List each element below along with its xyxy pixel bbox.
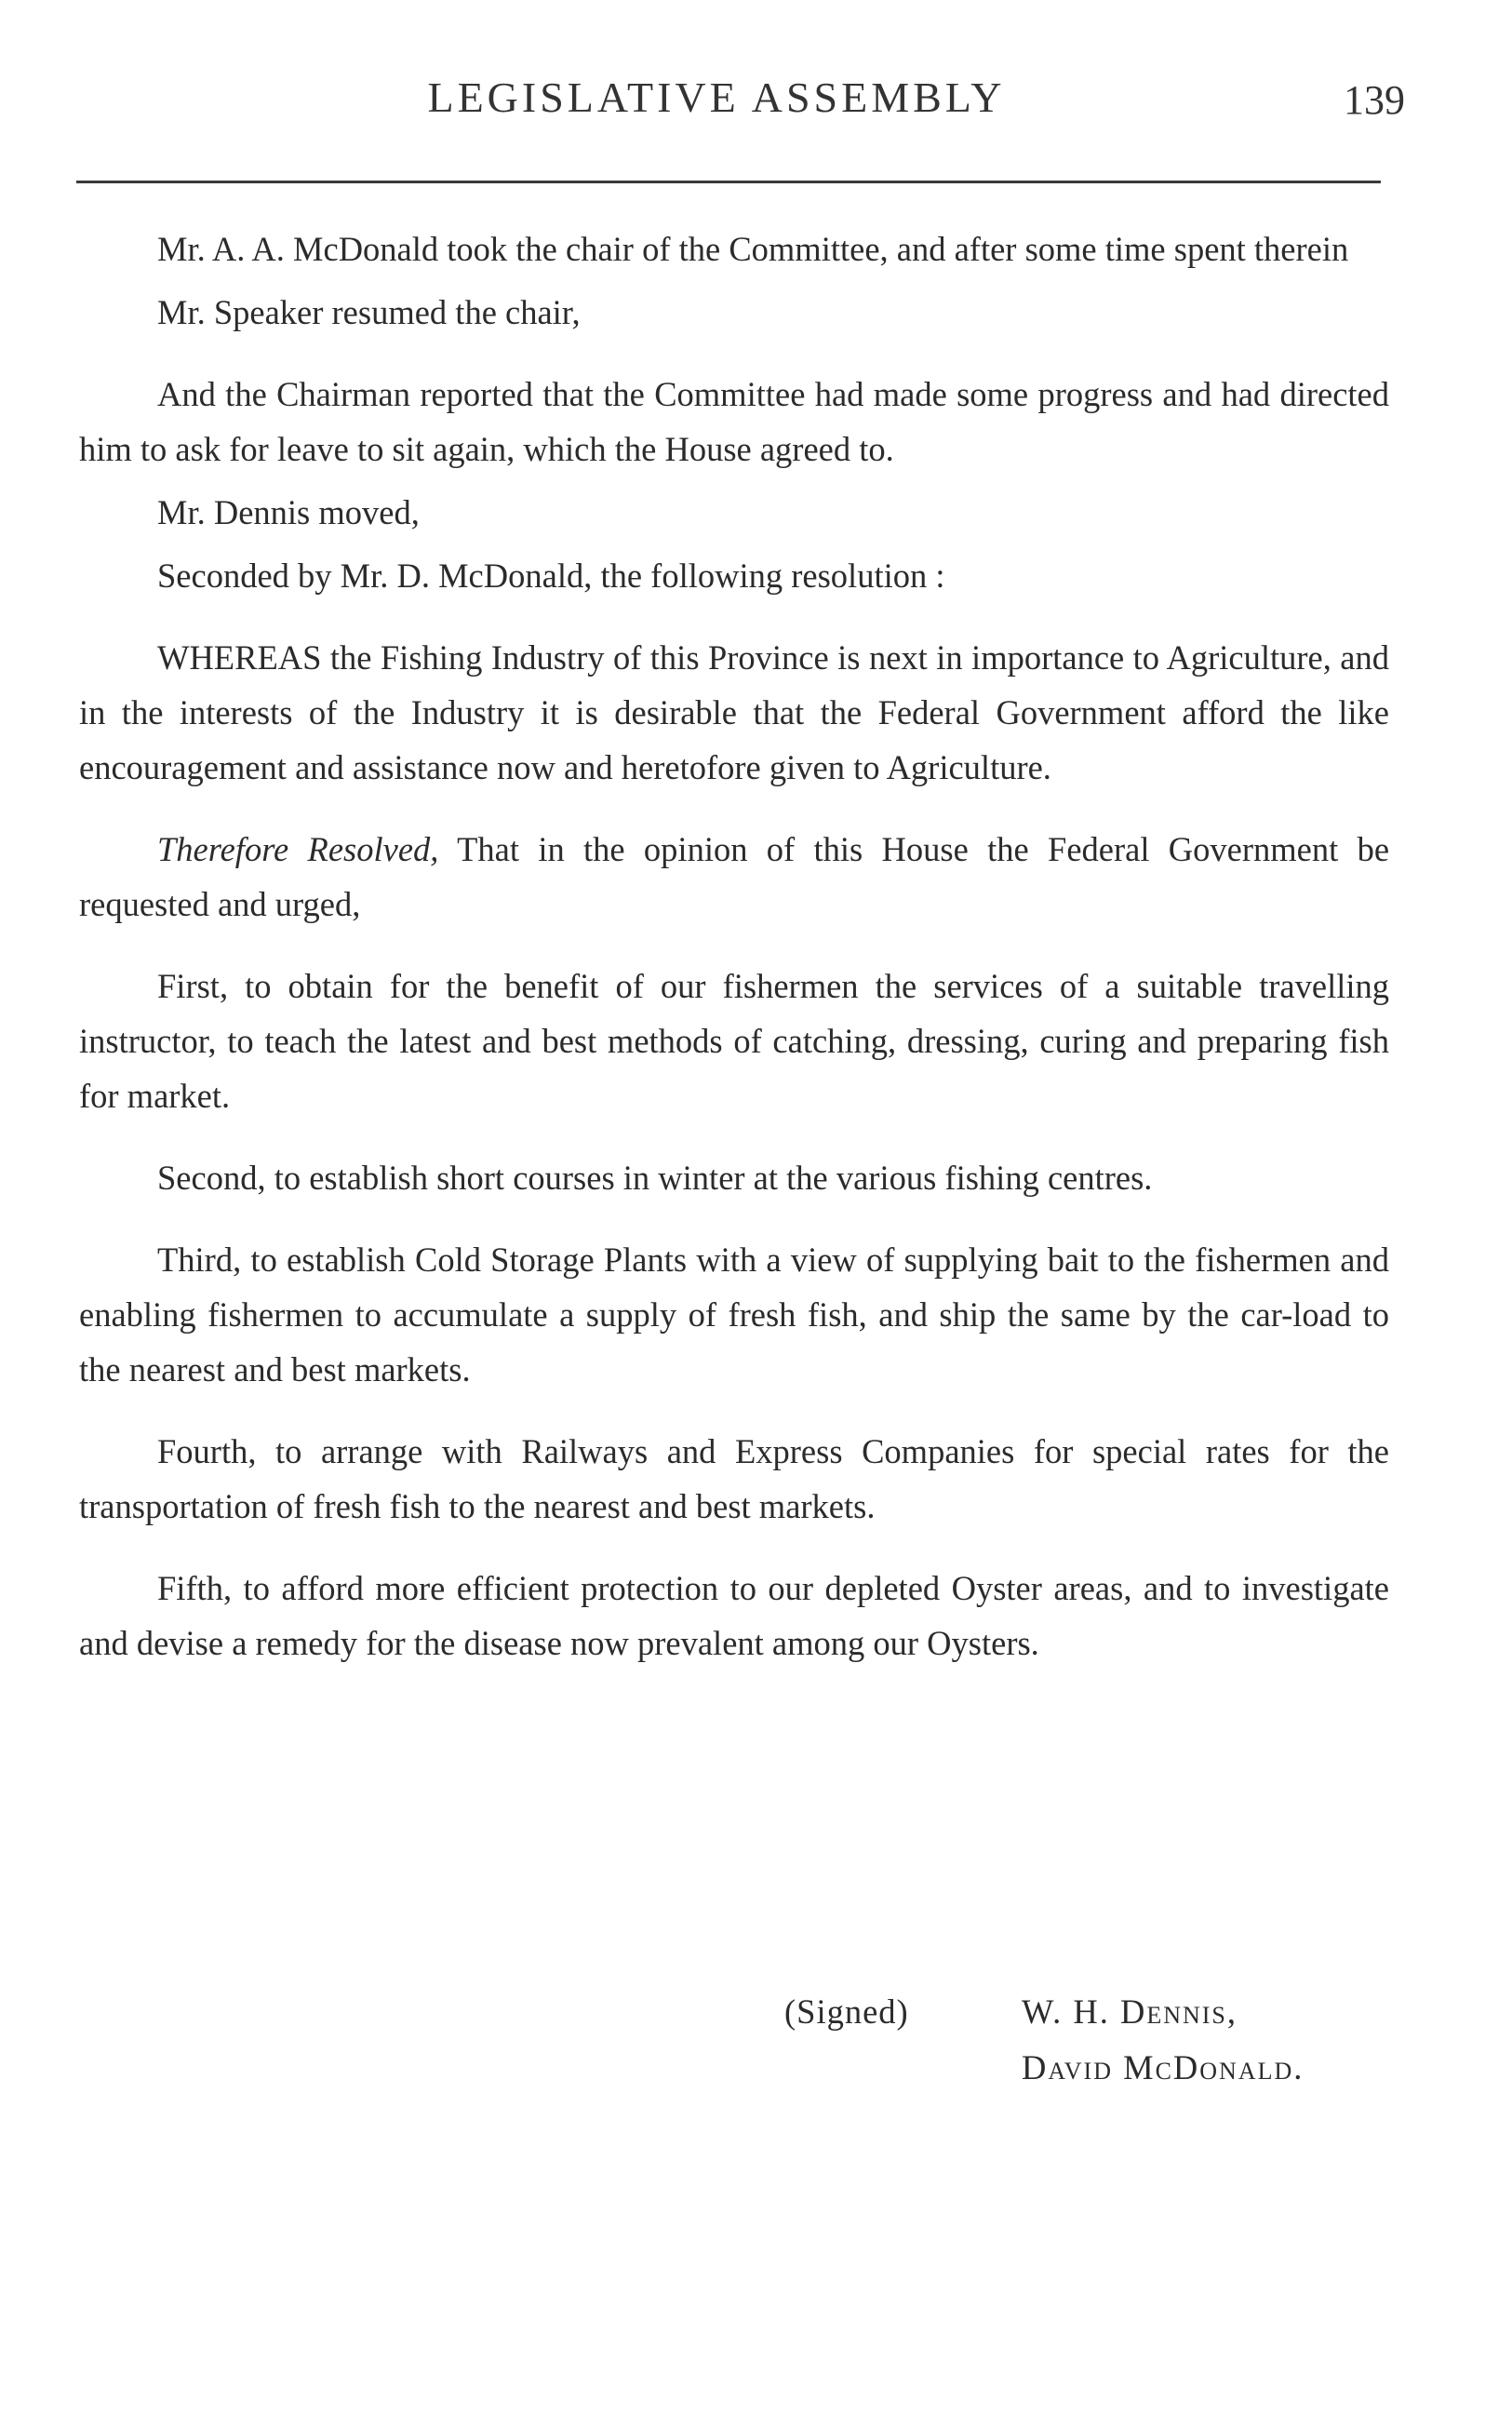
resolved-text: That in the opinion of this House the Federal Government be requested and urged, [79, 830, 1390, 923]
paragraph-third: Third, to establish Cold Storage Plants with a view of supplying bait to the fishermen and enabling fishermen to accumulate a supply of fresh fish, and ship the same by the car-load to the nearest and best markets. [79, 1241, 1389, 1388]
paragraph-resolved [79, 822, 1389, 932]
paragraph-speaker-resumed: Mr. Speaker resumed the chair, [157, 293, 581, 331]
paragraph-fifth: Fifth, to afford more efficient protection to our depleted Oyster areas, and to investigate and devise a remedy for the disease now prevalent among our Oysters. [79, 1569, 1389, 1662]
signer-mcdonald: David McDonald. [1022, 2048, 1305, 2086]
paragraph-whereas: WHEREAS the Fishing Industry of this Province is next in importance to Agriculture, and in the interests of the Industry it is desirable that the Federal Government afford the like encouragement and assistance now and heretofore given to Agriculture. [79, 638, 1389, 786]
paragraph-seconded: Seconded by Mr. D. McDonald, the following resolution : [157, 557, 945, 595]
paragraph-chairman-took-chair: Mr. A. A. McDonald took the chair of the Committee, and after some time spent therein [157, 230, 1349, 268]
document-body [79, 221, 1389, 1670]
paragraph-committee-report: And the Chairman reported that the Committee had made some progress and had directed him to ask for leave to sit again, which the House agreed to. [79, 375, 1389, 468]
paragraph-motion: Mr. Dennis moved, [157, 493, 420, 531]
resolved-lead: Therefore Resolved, [157, 830, 439, 868]
signer-dennis: W. H. Dennis, [1022, 1992, 1238, 2031]
running-header-title: LEGISLATIVE ASSEMBLY [427, 74, 1006, 121]
page-number: 139 [1344, 77, 1405, 123]
header-rule [76, 181, 1381, 183]
signature-block [1022, 1984, 1304, 2096]
paragraph-fourth: Fourth, to arrange with Railways and Express Companies for special rates for the transportation of fresh fish to the nearest and best markets. [79, 1432, 1389, 1525]
paragraph-second: Second, to establish short courses in winter at the various fishing centres. [157, 1159, 1153, 1197]
signed-label: (Signed) [784, 1992, 909, 2031]
paragraph-first: First, to obtain for the benefit of our fishermen the services of a suitable travelling instructor, to teach the latest and best methods of catching, dressing, curing and preparing fish for market. [79, 967, 1389, 1115]
